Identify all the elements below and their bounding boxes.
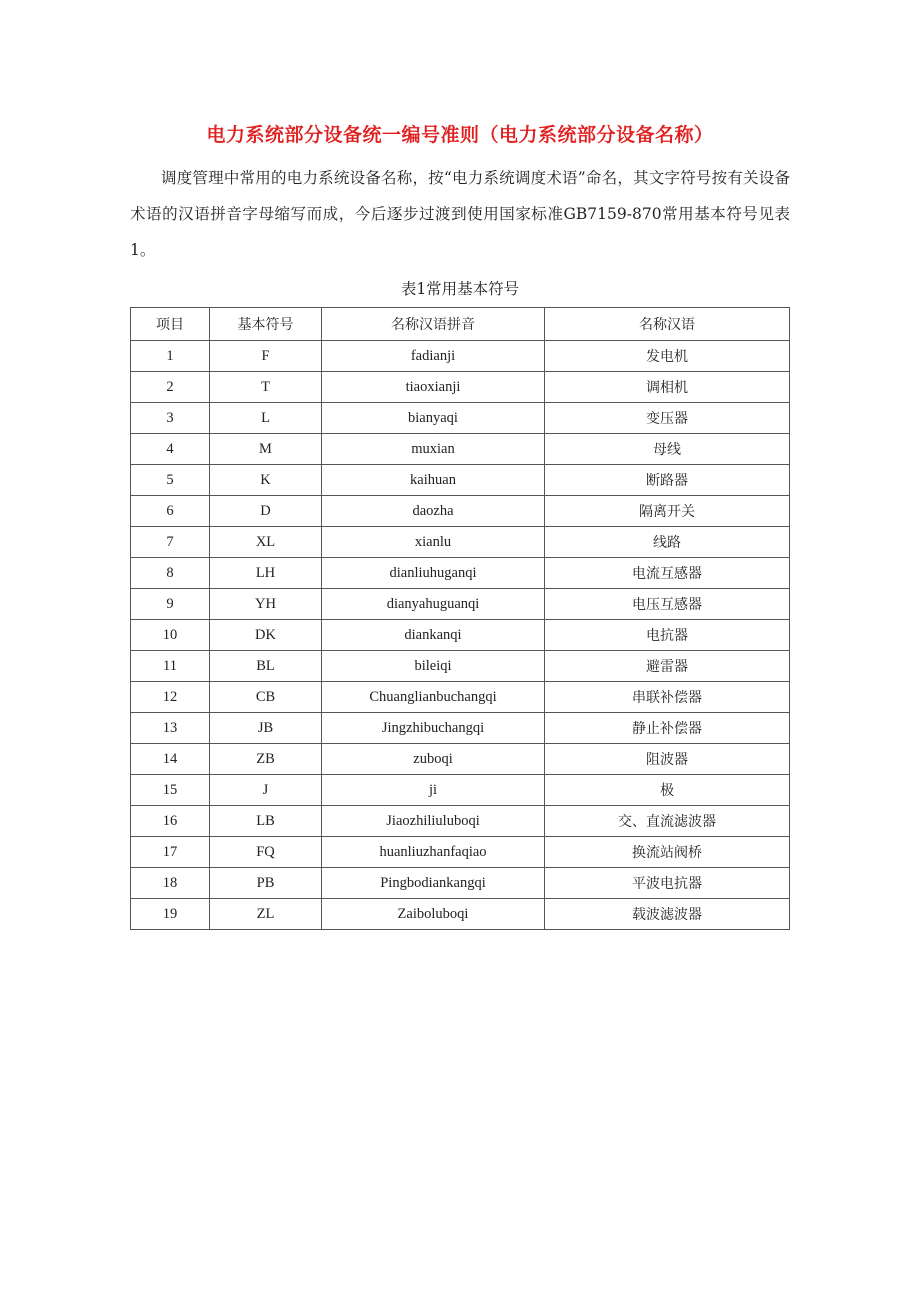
cell-chinese-name: 母线	[545, 434, 790, 465]
cell-chinese-name: 极	[545, 775, 790, 806]
cell-symbol: BL	[210, 651, 322, 682]
cell-item: 14	[131, 744, 210, 775]
document-title: 电力系统部分设备统一编号准则（电力系统部分设备名称）	[206, 124, 714, 146]
cell-chinese-name: 断路器	[545, 465, 790, 496]
table-row	[131, 682, 790, 713]
cell-pinyin: dianliuhuganqi	[322, 558, 545, 589]
table-row	[131, 465, 790, 496]
cell-chinese-name: 隔离开关	[545, 496, 790, 527]
cell-pinyin: Zaiboluboqi	[322, 899, 545, 930]
cell-pinyin: bianyaqi	[322, 403, 545, 434]
cell-chinese-name: 调相机	[545, 372, 790, 403]
cell-symbol: F	[210, 341, 322, 372]
cell-symbol: T	[210, 372, 322, 403]
cell-pinyin: Chuanglianbuchangqi	[322, 682, 545, 713]
cell-symbol: XL	[210, 527, 322, 558]
cell-chinese-name: 平波电抗器	[545, 868, 790, 899]
cell-symbol: ZL	[210, 899, 322, 930]
cell-symbol: DK	[210, 620, 322, 651]
cell-pinyin: ji	[322, 775, 545, 806]
cell-chinese-name: 载波滤波器	[545, 899, 790, 930]
table-header-row	[131, 308, 790, 341]
table-body	[131, 341, 790, 930]
table-row	[131, 775, 790, 806]
table-row	[131, 868, 790, 899]
cell-item: 2	[131, 372, 210, 403]
table-row	[131, 434, 790, 465]
cell-symbol: D	[210, 496, 322, 527]
intro-paragraph: 调度管理中常用的电力系统设备名称，按“电力系统调度术语”命名，其文字符号按有关设备术语的汉语拼音字母缩写而成，今后逐步过渡到使用国家标准GB7159-870常用基本符号见表1。	[130, 169, 790, 259]
symbols-table	[130, 307, 790, 930]
cell-symbol: JB	[210, 713, 322, 744]
table-row	[131, 496, 790, 527]
cell-pinyin: zuboqi	[322, 744, 545, 775]
cell-item: 1	[131, 341, 210, 372]
cell-chinese-name: 交、直流滤波器	[545, 806, 790, 837]
header-item: 项目	[131, 308, 210, 341]
table-row	[131, 806, 790, 837]
table-row	[131, 899, 790, 930]
cell-item: 13	[131, 713, 210, 744]
cell-chinese-name: 阻波器	[545, 744, 790, 775]
cell-symbol: YH	[210, 589, 322, 620]
cell-item: 18	[131, 868, 210, 899]
cell-symbol: LB	[210, 806, 322, 837]
cell-chinese-name: 电压互感器	[545, 589, 790, 620]
table-row	[131, 713, 790, 744]
table-row	[131, 651, 790, 682]
cell-pinyin: diankanqi	[322, 620, 545, 651]
cell-item: 7	[131, 527, 210, 558]
cell-chinese-name: 串联补偿器	[545, 682, 790, 713]
table-row	[131, 620, 790, 651]
table-caption: 表1常用基本符号	[400, 280, 520, 298]
cell-item: 12	[131, 682, 210, 713]
table-row	[131, 744, 790, 775]
table-row	[131, 589, 790, 620]
cell-pinyin: dianyahuguanqi	[322, 589, 545, 620]
cell-chinese-name: 换流站阀桥	[545, 837, 790, 868]
cell-pinyin: xianlu	[322, 527, 545, 558]
cell-pinyin: muxian	[322, 434, 545, 465]
cell-symbol: PB	[210, 868, 322, 899]
cell-pinyin: Jingzhibuchangqi	[322, 713, 545, 744]
cell-symbol: M	[210, 434, 322, 465]
table-row	[131, 372, 790, 403]
cell-pinyin: Pingbodiankangqi	[322, 868, 545, 899]
cell-item: 6	[131, 496, 210, 527]
cell-symbol: LH	[210, 558, 322, 589]
cell-item: 4	[131, 434, 210, 465]
cell-item: 16	[131, 806, 210, 837]
cell-item: 11	[131, 651, 210, 682]
cell-chinese-name: 电抗器	[545, 620, 790, 651]
cell-item: 8	[131, 558, 210, 589]
cell-symbol: L	[210, 403, 322, 434]
header-symbol: 基本符号	[210, 308, 322, 341]
header-chinese-name: 名称汉语	[545, 308, 790, 341]
cell-chinese-name: 静止补偿器	[545, 713, 790, 744]
cell-pinyin: huanliuzhanfaqiao	[322, 837, 545, 868]
cell-chinese-name: 变压器	[545, 403, 790, 434]
cell-pinyin: fadianji	[322, 341, 545, 372]
cell-symbol: K	[210, 465, 322, 496]
cell-chinese-name: 发电机	[545, 341, 790, 372]
cell-item: 17	[131, 837, 210, 868]
cell-item: 3	[131, 403, 210, 434]
cell-symbol: ZB	[210, 744, 322, 775]
cell-item: 9	[131, 589, 210, 620]
cell-item: 10	[131, 620, 210, 651]
cell-pinyin: bileiqi	[322, 651, 545, 682]
table-row	[131, 837, 790, 868]
cell-symbol: J	[210, 775, 322, 806]
cell-item: 15	[131, 775, 210, 806]
cell-chinese-name: 避雷器	[545, 651, 790, 682]
cell-chinese-name: 线路	[545, 527, 790, 558]
cell-symbol: CB	[210, 682, 322, 713]
header-pinyin: 名称汉语拼音	[322, 308, 545, 341]
table-row	[131, 403, 790, 434]
cell-item: 5	[131, 465, 210, 496]
cell-chinese-name: 电流互感器	[545, 558, 790, 589]
cell-pinyin: tiaoxianji	[322, 372, 545, 403]
table-row	[131, 527, 790, 558]
cell-pinyin: daozha	[322, 496, 545, 527]
cell-item: 19	[131, 899, 210, 930]
table-row	[131, 341, 790, 372]
table-row	[131, 558, 790, 589]
cell-pinyin: Jiaozhiliuluboqi	[322, 806, 545, 837]
cell-symbol: FQ	[210, 837, 322, 868]
cell-pinyin: kaihuan	[322, 465, 545, 496]
